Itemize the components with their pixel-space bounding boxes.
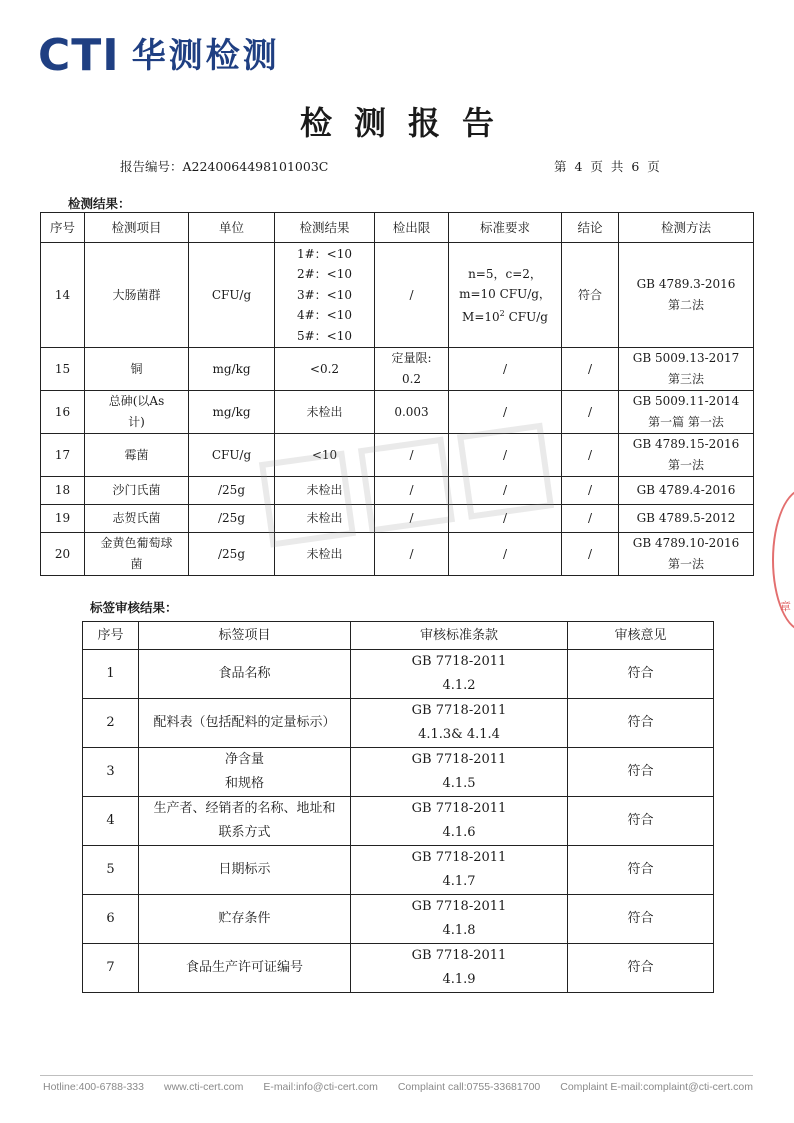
req-m-prefix: M=10 (462, 309, 500, 324)
review-opinion-line: 符合 (627, 764, 654, 779)
label-item-line: 食品生产许可证编号 (185, 960, 303, 975)
test-item: 沙门氏菌 (85, 477, 189, 505)
review-clause-line: GB 7718-2011 (411, 703, 507, 718)
conclusion: / (562, 434, 619, 477)
review-opinion (568, 846, 714, 895)
review-clause (351, 846, 568, 895)
method-line: GB 5009.11-2014 (632, 394, 740, 408)
conclusion: / (562, 477, 619, 505)
column-header: 序号 (41, 213, 85, 243)
row-number (83, 699, 139, 748)
logo-cti-text: CTI (38, 30, 120, 81)
test-method (619, 434, 754, 477)
limit-line: 定量限: (391, 351, 432, 365)
review-clause-line: GB 7718-2011 (411, 801, 507, 816)
review-clause-line: GB 7718-2011 (411, 752, 507, 767)
table-row (83, 797, 714, 846)
method-line: 第一法 (667, 557, 704, 571)
method-line: GB 5009.13-2017 (632, 351, 740, 365)
label-item (139, 944, 351, 993)
conclusion: / (562, 505, 619, 533)
test-item: 铜 (85, 348, 189, 391)
row-number-line: 4 (106, 813, 115, 828)
review-clause-line: 4.1.3& 4.1.4 (418, 727, 500, 742)
review-clause-line: GB 7718-2011 (411, 948, 507, 963)
table-row (83, 650, 714, 699)
column-header: 检测项目 (85, 213, 189, 243)
table-row (83, 846, 714, 895)
unit: CFU/g (189, 434, 275, 477)
detection-limit: 0.003 (375, 391, 449, 434)
limit-line: 0.2 (401, 372, 422, 386)
label-item-line: 联系方式 (218, 825, 271, 840)
label-item-line: 和规格 (224, 776, 264, 791)
column-header: 检测方法 (619, 213, 754, 243)
official-seal-icon (772, 488, 794, 632)
table-row (83, 895, 714, 944)
standard-requirement: / (449, 505, 562, 533)
item-line: 菌 (130, 557, 143, 571)
method-line: GB 4789.15-2016 (632, 437, 740, 451)
company-logo (38, 30, 280, 81)
column-header: 检测结果 (275, 213, 375, 243)
method-line: 第一篇 第一法 (648, 415, 724, 429)
column-header: 标签项目 (139, 622, 351, 650)
review-opinion-line: 符合 (627, 813, 654, 828)
label-item (139, 748, 351, 797)
row-number: 17 (41, 434, 85, 477)
test-item (85, 391, 189, 434)
method-line: GB 4789.3-2016 (636, 277, 736, 291)
table-row (41, 348, 754, 391)
report-number: 报告编号：A2240064498101003C (120, 159, 329, 174)
detection-limit (375, 348, 449, 391)
label-review-table (82, 621, 714, 993)
unit: mg/kg (189, 348, 275, 391)
review-clause (351, 797, 568, 846)
conclusion: / (562, 348, 619, 391)
conclusion: 符合 (562, 243, 619, 348)
unit: /25g (189, 533, 275, 576)
review-opinion-line: 符合 (627, 862, 654, 877)
test-method (619, 391, 754, 434)
standard-requirement: / (449, 391, 562, 434)
label-item-line: 日期标示 (218, 862, 271, 877)
test-result: 未检出 (275, 391, 375, 434)
table-row (41, 477, 754, 505)
footer-divider (40, 1075, 753, 1076)
column-header: 标准要求 (449, 213, 562, 243)
row-number (83, 748, 139, 797)
row-number-line: 7 (106, 960, 115, 975)
row-number-line: 2 (106, 715, 115, 730)
column-header: 审核标准条款 (351, 622, 568, 650)
footer-hotline: Hotline:400-6788-333 (43, 1081, 144, 1093)
table-header-row (41, 213, 754, 243)
standard-requirement: / (449, 348, 562, 391)
method-line: GB 4789.10-2016 (632, 536, 740, 550)
sample-result: 1#：<10 (296, 246, 352, 261)
review-opinion (568, 944, 714, 993)
footer-email: E-mail:info@cti-cert.com (263, 1081, 378, 1093)
seal-text: 章 (780, 600, 791, 613)
conclusion: / (562, 533, 619, 576)
test-result: 未检出 (275, 505, 375, 533)
test-method (619, 243, 754, 348)
review-clause-line: 4.1.2 (442, 678, 476, 693)
row-number (83, 650, 139, 699)
table-header-row (83, 622, 714, 650)
label-item (139, 650, 351, 699)
row-number: 14 (41, 243, 85, 348)
label-item (139, 797, 351, 846)
review-opinion-line: 符合 (627, 666, 654, 681)
test-method (619, 348, 754, 391)
standard-requirement: / (449, 477, 562, 505)
review-clause-line: GB 7718-2011 (411, 899, 507, 914)
review-clause (351, 944, 568, 993)
test-item (85, 533, 189, 576)
review-opinion (568, 748, 714, 797)
column-header: 序号 (83, 622, 139, 650)
table-row (41, 391, 754, 434)
req-line (451, 304, 559, 327)
detection-limit: / (375, 533, 449, 576)
row-number-line: 3 (106, 764, 115, 779)
req-line: n=5，c=2， (468, 266, 542, 281)
item-line: 金黄色葡萄球 (100, 536, 173, 550)
test-result: 未检出 (275, 533, 375, 576)
standard-requirement: / (449, 533, 562, 576)
row-number (83, 944, 139, 993)
label-item (139, 699, 351, 748)
review-clause (351, 699, 568, 748)
test-item: 霉菌 (85, 434, 189, 477)
detection-limit: / (375, 434, 449, 477)
table-row (41, 505, 754, 533)
review-clause (351, 895, 568, 944)
test-result: <0.2 (275, 348, 375, 391)
test-method (619, 533, 754, 576)
table-row (41, 243, 754, 348)
row-number: 18 (41, 477, 85, 505)
column-header: 检出限 (375, 213, 449, 243)
review-clause-line: 4.1.8 (442, 923, 476, 938)
table-row (41, 533, 754, 576)
review-opinion-line: 符合 (627, 715, 654, 730)
label-item-line: 贮存条件 (218, 911, 271, 926)
table-row (83, 748, 714, 797)
column-header: 审核意见 (568, 622, 714, 650)
conclusion: / (562, 391, 619, 434)
label-review-section-label: 标签审核结果： (90, 600, 178, 615)
review-clause-line: 4.1.5 (442, 776, 476, 791)
row-number: 16 (41, 391, 85, 434)
label-item-line: 净含量 (224, 752, 264, 767)
item-line: 计) (128, 415, 145, 429)
sample-result: 3#：<10 (296, 287, 352, 302)
footer-complaint-email: Complaint E-mail:complaint@cti-cert.com (560, 1081, 753, 1093)
logo-chinese-text: 华测检测 (131, 36, 280, 76)
unit: /25g (189, 505, 275, 533)
method-line: 第三法 (667, 372, 704, 386)
label-item-line: 配料表（包括配料的定量标示） (153, 715, 336, 730)
test-result (275, 243, 375, 348)
row-number: 19 (41, 505, 85, 533)
table-row (83, 699, 714, 748)
review-clause-line: GB 7718-2011 (411, 654, 507, 669)
standard-requirement (449, 243, 562, 348)
sample-result: 5#：<10 (296, 328, 352, 343)
row-number (83, 846, 139, 895)
row-number (83, 895, 139, 944)
row-number-line: 1 (106, 666, 115, 681)
row-number-line: 5 (106, 862, 115, 877)
sample-result: 2#：<10 (296, 267, 352, 282)
test-item: 志贺氏菌 (85, 505, 189, 533)
column-header: 单位 (189, 213, 275, 243)
req-line: m=10 CFU/g， (459, 286, 551, 301)
unit: CFU/g (189, 243, 275, 348)
review-opinion (568, 797, 714, 846)
review-opinion-line: 符合 (627, 960, 654, 975)
table-row (41, 434, 754, 477)
review-opinion-line: 符合 (627, 911, 654, 926)
review-clause-line: 4.1.7 (442, 874, 476, 889)
footer-complaint-call: Complaint call:0755-33681700 (397, 1081, 541, 1093)
review-opinion (568, 699, 714, 748)
label-item-line: 食品名称 (218, 666, 271, 681)
detection-limit: / (375, 477, 449, 505)
req-exponent: 2 (499, 308, 505, 318)
row-number (83, 797, 139, 846)
standard-requirement: / (449, 434, 562, 477)
review-opinion (568, 895, 714, 944)
table-row (83, 944, 714, 993)
label-item-line: 生产者、经销者的名称、地址和 (153, 801, 336, 816)
report-title: 检测报告 (299, 104, 516, 142)
detection-limit: / (375, 505, 449, 533)
test-results-table (40, 212, 754, 576)
row-number-line: 6 (106, 911, 115, 926)
test-item: 大肠菌群 (85, 243, 189, 348)
row-number: 15 (41, 348, 85, 391)
review-clause (351, 650, 568, 699)
footer-website: www.cti-cert.com (163, 1081, 244, 1093)
review-clause-line: 4.1.9 (442, 972, 476, 987)
review-clause-line: 4.1.6 (442, 825, 476, 840)
label-item (139, 846, 351, 895)
label-item (139, 895, 351, 944)
review-clause (351, 748, 568, 797)
test-result: <10 (275, 434, 375, 477)
test-method: GB 4789.4-2016 (619, 477, 754, 505)
unit: /25g (189, 477, 275, 505)
review-opinion (568, 650, 714, 699)
row-number: 20 (41, 533, 85, 576)
label-review-body (83, 650, 714, 993)
page-number: 第 4 页 共 6 页 (554, 159, 662, 174)
review-clause-line: GB 7718-2011 (411, 850, 507, 865)
detection-limit: / (375, 243, 449, 348)
test-method: GB 4789.5-2012 (619, 505, 754, 533)
footer (43, 1081, 753, 1093)
item-line: 总砷(以As (108, 394, 165, 408)
unit: mg/kg (189, 391, 275, 434)
method-line: 第二法 (667, 298, 704, 312)
method-line: 第一法 (667, 458, 704, 472)
column-header: 结论 (562, 213, 619, 243)
results-section-label: 检测结果： (68, 196, 131, 211)
test-result: 未检出 (275, 477, 375, 505)
req-m-unit: CFU/g (504, 309, 548, 324)
sample-result: 4#：<10 (296, 308, 352, 323)
